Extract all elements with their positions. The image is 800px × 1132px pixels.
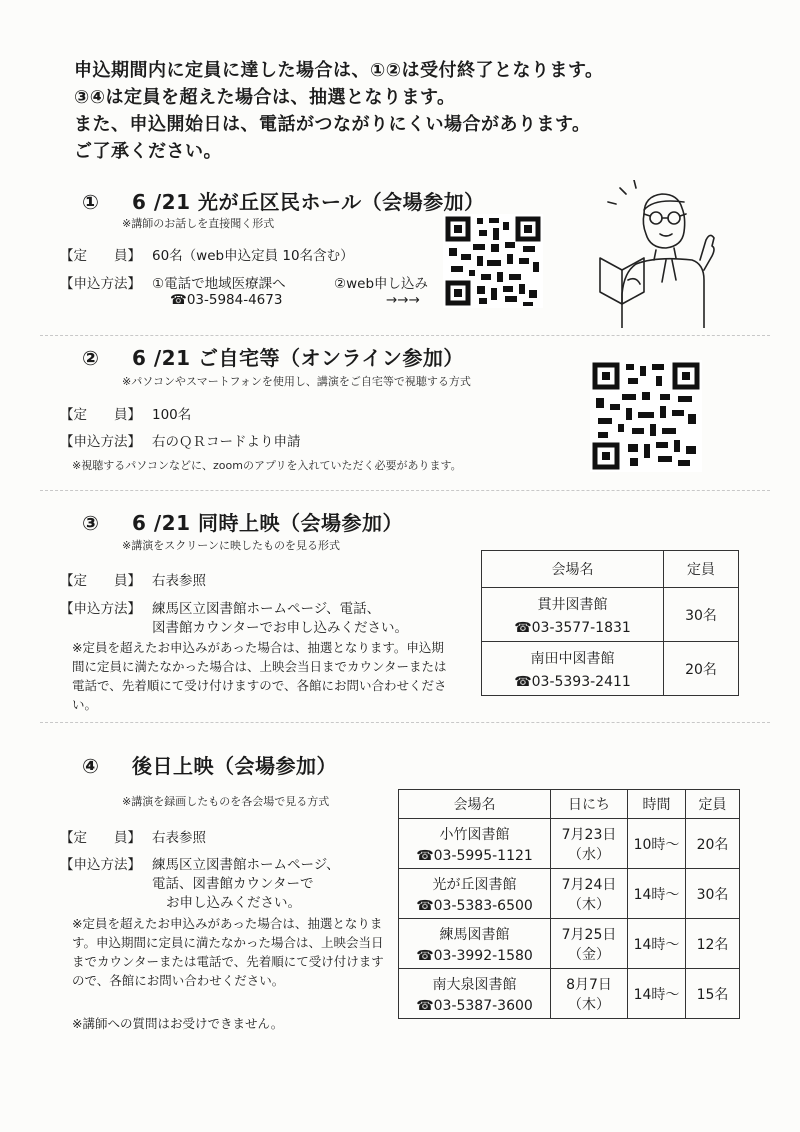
- divider-2: [40, 490, 770, 491]
- section-4-footnote: ※定員を超えたお申込みがあった場合は、抽選となります。申込期間に定員に満たなかった場合は、上映会当日までカウンターまたは電話で、先着順にて受け付けますので、各館にお問い合わせください。: [72, 916, 384, 988]
- qr-code-section-2[interactable]: [590, 360, 702, 472]
- section-4-capacity: 右表参照: [152, 830, 206, 846]
- venue-capacity: 20名: [664, 642, 739, 696]
- venue-name-header: 会場名: [399, 790, 551, 819]
- section-4-footnote-2: ※講師への質問はお受けできません。: [72, 1016, 284, 1031]
- intro-line-2: ③④は定員を超えた場合は、抽選となります。: [74, 87, 456, 108]
- date-cell: [551, 919, 628, 969]
- section-2-title: [82, 342, 464, 371]
- venue-time: 14時～: [628, 869, 686, 919]
- table-header-row: [399, 790, 740, 819]
- table-row: [399, 919, 740, 969]
- venue-time: 14時～: [628, 919, 686, 969]
- venue-cell: [482, 588, 664, 642]
- section-4-capacity-label: 【定 員】: [60, 830, 141, 846]
- section-4-title: [82, 750, 337, 779]
- capacity-header: 定員: [686, 790, 740, 819]
- section-1-note: ※講師のお話しを直接聞く形式: [122, 217, 275, 230]
- table-row: [399, 869, 740, 919]
- venue-name: 南大泉図書館: [432, 976, 517, 993]
- venue-name: 小竹図書館: [439, 826, 510, 843]
- venue-cell: [399, 919, 551, 969]
- section-4-note: ※講演を録画したものを各会場で見る方式: [122, 795, 330, 808]
- section-1-title: [82, 186, 485, 215]
- section-3-method-line-2: 図書館カウンターでお申し込みください。: [152, 620, 408, 636]
- venue-cell: [399, 819, 551, 869]
- section-4-number: ④: [82, 754, 100, 778]
- section-2-footnote: ※視聴するパソコンなどに、zoomのアプリを入れていただく必要があります。: [72, 459, 462, 472]
- section-3-capacity: 右表参照: [152, 573, 206, 589]
- section-3-method-label: 【申込方法】: [60, 601, 141, 617]
- section-1-arrows: →→→: [386, 292, 420, 308]
- table-row: [482, 642, 739, 696]
- table-row: [482, 588, 739, 642]
- section-1-tel[interactable]: ☎03-5984-4673: [170, 292, 283, 308]
- table-row: [399, 819, 740, 869]
- venue-time: 10時～: [628, 819, 686, 869]
- section-1-method-label: 【申込方法】: [60, 276, 141, 292]
- section-1-capacity: 60名（web申込定員 10名含む）: [152, 248, 354, 264]
- venue-date: 7月23日: [561, 826, 617, 843]
- intro-line-3: また、申込開始日は、電話がつながりにくい場合があります。: [74, 114, 591, 135]
- venue-tel[interactable]: ☎03-5383-6500: [416, 897, 533, 914]
- section-3-title: [82, 507, 403, 536]
- venue-capacity: 30名: [686, 869, 740, 919]
- venue-weekday: （木）: [568, 896, 610, 913]
- section-3-note: ※講演をスクリーンに映したものを見る形式: [122, 539, 340, 552]
- lecturer-illustration: [596, 180, 716, 328]
- venue-cell: [482, 642, 664, 696]
- venue-name: 練馬図書館: [439, 926, 510, 943]
- section-2-method-label: 【申込方法】: [60, 434, 141, 450]
- venue-weekday: （水）: [568, 846, 610, 863]
- time-header: 時間: [628, 790, 686, 819]
- venue-name-header: 会場名: [482, 551, 664, 588]
- date-header: 日にち: [551, 790, 628, 819]
- venue-date: 7月25日: [561, 926, 617, 943]
- venue-cell: [399, 869, 551, 919]
- section-3-capacity-label: 【定 員】: [60, 573, 141, 589]
- intro-line-4: ご了承ください。: [74, 141, 222, 162]
- section-2-method: 右のＱＲコードより申請: [152, 434, 301, 450]
- section-3-number: ③: [82, 511, 100, 535]
- section-1-capacity-label: 【定 員】: [60, 248, 141, 264]
- venue-name: 光が丘図書館: [432, 876, 517, 893]
- venue-tel[interactable]: ☎03-3577-1831: [514, 619, 631, 636]
- venue-weekday: （木）: [568, 996, 610, 1013]
- date-cell: [551, 969, 628, 1019]
- section-3-title-text: 6 /21 同時上映（会場参加）: [132, 511, 403, 535]
- section-1-number: ①: [82, 190, 100, 214]
- divider-3: [40, 722, 770, 723]
- venue-name: 南田中図書館: [530, 650, 615, 667]
- section-1-method-phone: ①電話で地域医療課へ: [152, 276, 286, 292]
- section-3-venue-table: [481, 550, 739, 696]
- section-1-title-text: 6 /21 光が丘区民ホール（会場参加）: [132, 190, 485, 214]
- venue-name: 貫井図書館: [537, 596, 608, 613]
- section-4-method-label: 【申込方法】: [60, 857, 141, 873]
- date-cell: [551, 869, 628, 919]
- venue-tel[interactable]: ☎03-5995-1121: [416, 847, 533, 864]
- section-2-capacity: 100名: [152, 407, 192, 423]
- table-row: [399, 969, 740, 1019]
- venue-weekday: （金）: [568, 946, 610, 963]
- divider-1: [40, 335, 770, 336]
- date-cell: [551, 819, 628, 869]
- section-4-title-text: 後日上映（会場参加）: [132, 754, 337, 778]
- capacity-header: 定員: [664, 551, 739, 588]
- venue-time: 14時～: [628, 969, 686, 1019]
- section-3-footnote: ※定員を超えたお申込みがあった場合は、抽選となります。申込期間に定員に満たなかった場合は、上映会当日までカウンターまたは電話で、先着順にて受け付けますので、各館にお問い合わせください。: [72, 640, 447, 712]
- section-4-method-line-2: 電話、図書館カウンターで: [152, 876, 314, 892]
- section-2-capacity-label: 【定 員】: [60, 407, 141, 423]
- venue-tel[interactable]: ☎03-5393-2411: [514, 673, 631, 690]
- venue-tel[interactable]: ☎03-3992-1580: [416, 947, 533, 964]
- section-1-method-web: ②web申し込み: [334, 276, 429, 292]
- section-3-method-line-1: 練馬区立図書館ホームページ、電話、: [152, 601, 381, 617]
- section-4-venue-table: [398, 789, 740, 1019]
- venue-capacity: 30名: [664, 588, 739, 642]
- section-4-method-line-3: お申し込みください。: [166, 895, 301, 911]
- venue-capacity: 20名: [686, 819, 740, 869]
- venue-capacity: 15名: [686, 969, 740, 1019]
- venue-date: 7月24日: [561, 876, 617, 893]
- venue-capacity: 12名: [686, 919, 740, 969]
- venue-date: 8月7日: [566, 976, 612, 993]
- section-2-title-text: 6 /21 ご自宅等（オンライン参加）: [132, 346, 464, 370]
- intro-line-1: 申込期間内に定員に達した場合は、①②は受付終了となります。: [74, 60, 604, 81]
- section-2-number: ②: [82, 346, 100, 370]
- venue-cell: [399, 969, 551, 1019]
- venue-tel[interactable]: ☎03-5387-3600: [416, 997, 533, 1014]
- table-header-row: [482, 551, 739, 588]
- section-4-method-line-1: 練馬区立図書館ホームページ、: [152, 857, 340, 873]
- section-2-note: ※パソコンやスマートフォンを使用し、講演をご自宅等で視聴する方式: [122, 375, 471, 388]
- qr-code-section-1[interactable]: [443, 214, 543, 308]
